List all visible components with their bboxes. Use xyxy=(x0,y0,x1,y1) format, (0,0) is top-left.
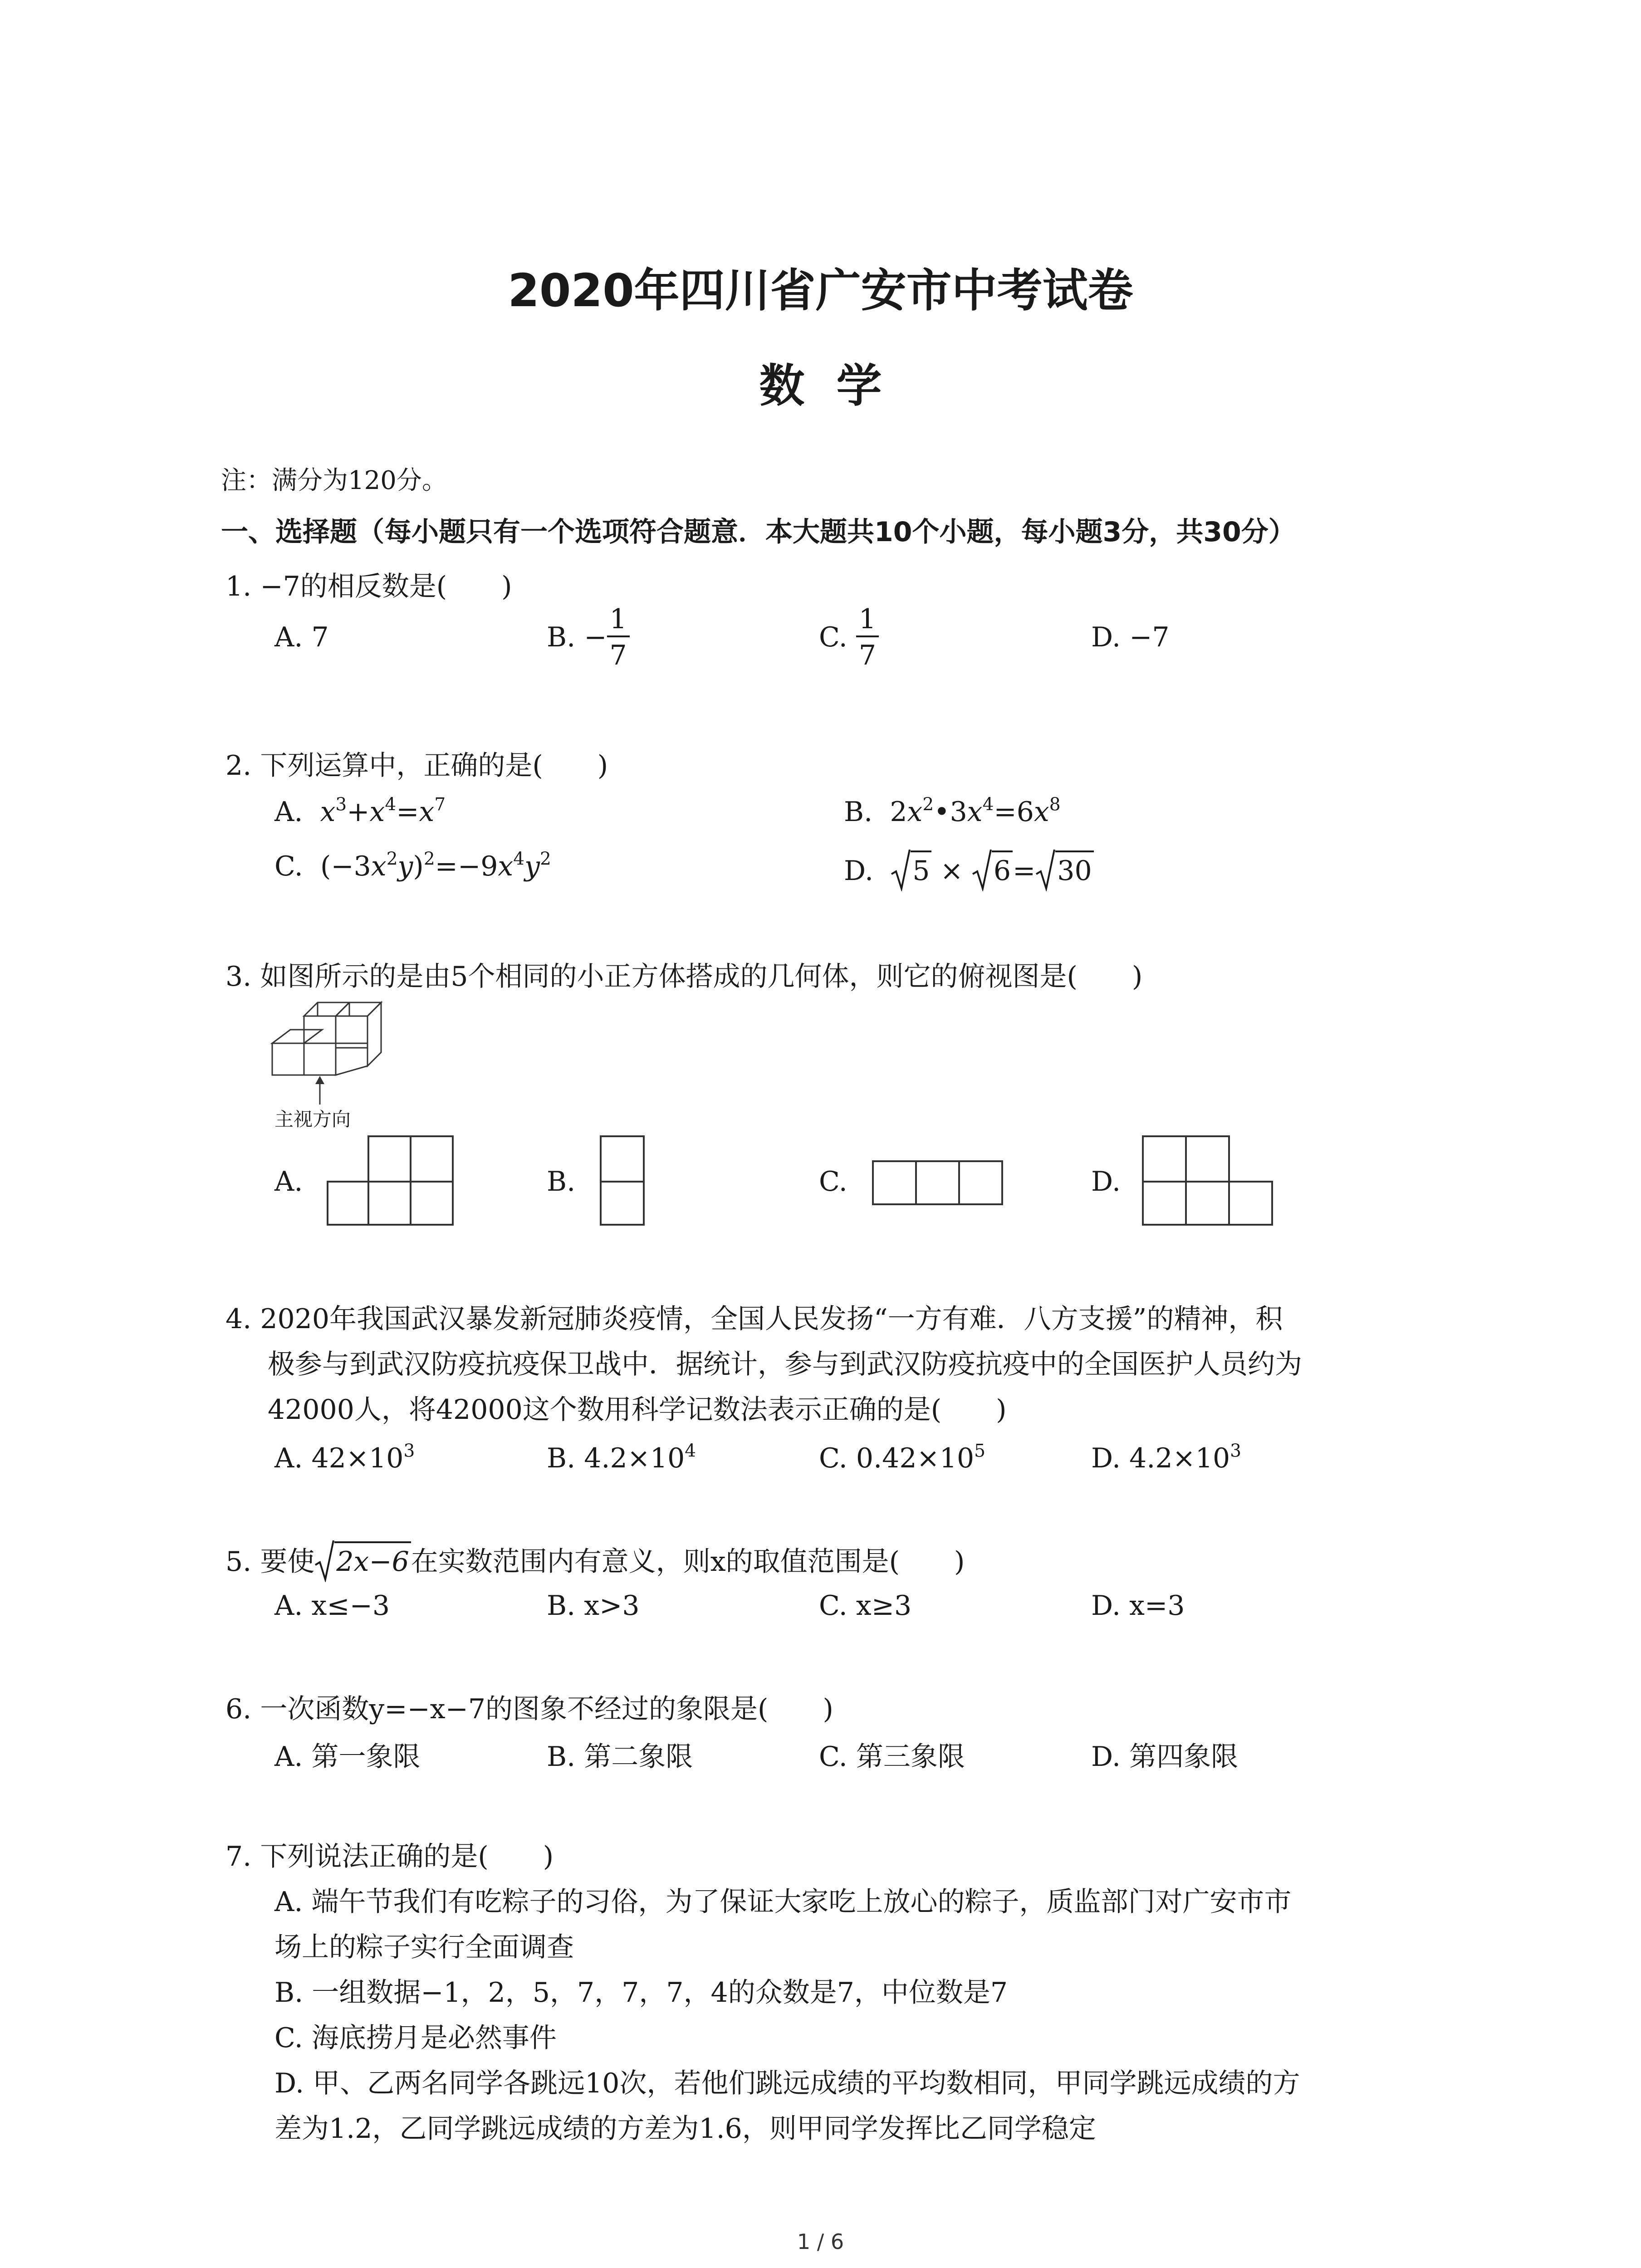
question-3-option-c-label: C. xyxy=(819,1166,847,1198)
stem-suffix: 在实数范围内有意义，则x的取值范围是( ) xyxy=(411,1546,965,1578)
question-6-option-c: C. 第三象限 xyxy=(819,1741,965,1773)
option-c-top-view xyxy=(871,1159,1005,1209)
question-7-option-d-line-1: D. 甲、乙两名同学各跳远10次，若他们跳远成绩的平均数相同，甲同学跳远成绩的方 xyxy=(274,2068,1300,2099)
stem-prefix: 5. 要使 xyxy=(225,1546,315,1578)
sqrt-six xyxy=(972,850,1013,887)
option-text: D. 4.2×10 xyxy=(1091,1442,1230,1474)
equals-sign: = xyxy=(1013,855,1036,887)
sqrt-five xyxy=(891,850,931,887)
option-d-top-view xyxy=(1141,1134,1277,1229)
fraction-numerator: 1 xyxy=(856,606,879,637)
question-2-option-a: A. $x^3+x^4=x^7$ xyxy=(274,794,446,828)
option-label: A. xyxy=(274,796,303,828)
question-6-option-a: A. 第一象限 xyxy=(274,1741,421,1773)
fraction-denominator: 7 xyxy=(858,640,877,671)
question-2-stem: 2. 下列运算中，正确的是( ) xyxy=(225,750,608,782)
question-4-line-1: 4. 2020年我国武汉暴发新冠肺炎疫情，全国人民发扬“一方有难．八方支援”的精神，积 xyxy=(225,1303,1283,1335)
question-5-option-c: C. x≥3 xyxy=(819,1590,912,1622)
radicand: 2x−6 xyxy=(334,1541,411,1578)
subject-title: 数学 xyxy=(759,359,914,412)
fraction-one-seventh xyxy=(856,603,879,671)
option-b-prefix: B. − xyxy=(547,621,607,653)
page-number: 1 / 6 xyxy=(797,2229,844,2254)
score-note: 注：满分为120分。 xyxy=(221,466,447,495)
cube-solid-figure xyxy=(268,998,395,1116)
radicand: 30 xyxy=(1055,850,1093,887)
question-3-option-b-label: B. xyxy=(547,1166,576,1198)
times-sign: × xyxy=(940,855,963,887)
question-7-option-a-line-1: A. 端午节我们有吃粽子的习俗，为了保证大家吃上放心的粽子，质监部门对广安市市 xyxy=(274,1886,1292,1918)
question-2-option-b: B. $2x^2•3x^4=6x^8$ xyxy=(844,794,1061,828)
option-label: D. xyxy=(844,855,874,887)
exponent: 3 xyxy=(403,1441,415,1461)
option-c-prefix: C. xyxy=(819,621,856,653)
question-3-option-d-label: D. xyxy=(1091,1166,1121,1198)
question-3-option-a-label: A. xyxy=(274,1166,303,1198)
section-heading: 一、选择题（每小题只有一个选项符合题意．本大题共10个小题，每小题3分，共30分） xyxy=(221,516,1296,548)
fraction-denominator: 7 xyxy=(609,640,627,671)
question-5-option-b: B. x>3 xyxy=(547,1590,640,1622)
fraction-one-seventh xyxy=(607,603,630,671)
question-5-stem xyxy=(225,1540,965,1579)
question-4-line-3: 42000人，将42000这个数用科学记数法表示正确的是( ) xyxy=(268,1394,1007,1426)
view-direction-caption: 主视方向 xyxy=(274,1108,351,1130)
option-text: A. 42×10 xyxy=(274,1442,404,1474)
radical-sign-icon xyxy=(314,1539,334,1582)
question-6-stem: 6. 一次函数y=−x−7的图象不经过的象限是( ) xyxy=(225,1693,833,1725)
question-4-option-d xyxy=(1091,1442,1241,1474)
option-text: C. 0.42×10 xyxy=(819,1442,975,1474)
question-7-option-b: B. 一组数据−1，2，5，7，7，7，4的众数是7，中位数是7 xyxy=(274,1977,1008,2009)
question-5-option-a: A. x≤−3 xyxy=(274,1590,390,1622)
exponent: 4 xyxy=(685,1441,696,1461)
question-3-stem: 3. 如图所示的是由5个相同的小正方体搭成的几何体，则它的俯视图是( ) xyxy=(225,961,1143,992)
option-text: B. 4.2×10 xyxy=(547,1442,685,1474)
option-label: B. xyxy=(844,796,873,828)
radical-sign-icon xyxy=(1035,848,1055,891)
option-label: C. xyxy=(274,850,303,882)
question-5-option-d: D. x=3 xyxy=(1091,1590,1185,1622)
question-7-option-d-line-2: 差为1.2，乙同学跳远成绩的方差为1.6，则甲同学发挥比乙同学稳定 xyxy=(274,2113,1096,2145)
question-2-option-d xyxy=(844,850,1094,887)
sqrt-thirty xyxy=(1035,850,1093,887)
question-1-option-d: D. −7 xyxy=(1091,621,1170,653)
radical-sign-icon xyxy=(891,848,911,891)
exponent: 3 xyxy=(1230,1441,1241,1461)
question-1-option-c xyxy=(819,603,879,671)
question-1-option-b xyxy=(547,603,630,671)
question-7-option-a-line-2: 场上的粽子实行全面调查 xyxy=(274,1931,574,1963)
sqrt-expression xyxy=(314,1541,411,1578)
question-4-option-c xyxy=(819,1442,985,1474)
question-6-option-d: D. 第四象限 xyxy=(1091,1741,1239,1773)
fraction-numerator: 1 xyxy=(607,606,630,637)
exam-title: 2020年四川省广安市中考试卷 xyxy=(508,264,1133,317)
question-2-option-c: C. $(-3x^2y)^2=-9x^4y^2$ xyxy=(274,849,551,882)
radicand: 6 xyxy=(992,850,1013,887)
question-7-stem: 7. 下列说法正确的是( ) xyxy=(225,1841,554,1872)
option-a-top-view xyxy=(327,1134,458,1229)
question-4-option-a xyxy=(274,1442,415,1474)
question-4-line-2: 极参与到武汉防疫抗疫保卫战中．据统计，参与到武汉防疫抗疫中的全国医护人员约为 xyxy=(268,1349,1302,1380)
option-b-top-view xyxy=(599,1134,649,1229)
question-1-option-a: A. 7 xyxy=(274,621,329,653)
radicand: 5 xyxy=(911,850,931,887)
exponent: 5 xyxy=(974,1441,985,1461)
radical-sign-icon xyxy=(972,848,992,891)
question-1-stem: 1. −7的相反数是( ) xyxy=(225,571,512,602)
question-7-option-c: C. 海底捞月是必然事件 xyxy=(274,2022,557,2054)
question-4-option-b xyxy=(547,1442,696,1474)
question-6-option-b: B. 第二象限 xyxy=(547,1741,693,1773)
